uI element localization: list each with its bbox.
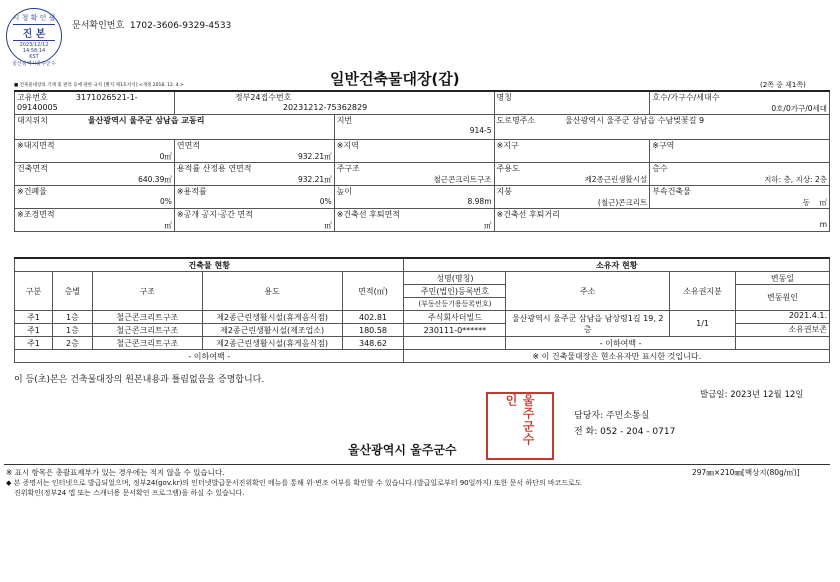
table-row: (부동산등기용등록번호) [15,298,830,311]
table-row: 주1 1층 철근콘크리트구조 제2종근린생활시설(제조업소) 180.58 230111-0****** 소유권보존 [15,324,830,337]
table-row: 건축물 현황 소유자 현황 [15,258,830,272]
status-table [14,257,830,363]
seal-time: 14:58:14 [22,48,46,54]
divider [4,464,830,465]
table-row: 구분 층별 구조 용도 면적(㎡) 성명(명칭) 주소 소유권지분 변동일 [15,272,830,285]
seal-org: 울산광역시울주군수 [12,61,56,67]
table-row: 대지위치 울산광역시 울주군 삼남읍 교동리 지번 914-5 도로명주소 울산광역시 울주군 삼남읍 수남벚꽃길 9 [15,115,830,140]
seal-header: 시 청 확 인 필 [12,14,56,22]
table-row: 주1 2층 철근콘크리트구조 제2종근린생활시설(휴게음식점) 348.62 - 이하여백 - [15,337,830,350]
register-table [14,90,830,232]
table-row: - 이하여백 - ※ 이 건축물대장은 현소유자만 표시한 것입니다. [15,350,830,363]
table-row: 고유번호 3171026521-1-09140005 정부24접수번호 20231212-75362829 명칭 호수/가구수/세대수 0호/0가구/0세대 [15,91,830,115]
certify-text: 이 등(초)본은 건축물대장의 원본내용과 틀림없음을 증명합니다. [14,375,265,385]
doc-number: 문서확인번호 1702-3606-9329-4533 [72,21,232,31]
notice-line-2: 진위확인(정부24 앱 또는 스캐너용 문서확인 프로그램)을 하실 수 있습니다. [14,489,245,497]
seal-date: 2023/12/12 [19,42,49,48]
seal-mark: 진 본 [13,24,55,41]
footnote: ※ 표시 항목은 총괄표제부가 있는 경우에는 적지 않을 수 있습니다. [6,468,225,477]
official-seal: 울주군수인 [486,392,554,460]
table-row: 주민(법인)등록번호 변동원인 [15,285,830,298]
table-row: 주1 1층 철근콘크리트구조 제2종근린생활시설(휴게음식점) 402.81 주식회사더빌드 울산광역시 울주군 삼남읍 남상령1길 19, 2층 1/1 2021.4.1. [15,311,830,324]
table-row: ※조경면적 ㎡ ※공개 공지·공간 면적 ㎡ ※건축선 후퇴면적 ㎡ ※건축선 후퇴거리 m [15,209,830,232]
verification-seal [6,8,62,67]
contact-info [574,408,675,440]
table-row: ※건폐율 0% ※용적률 0% 높이 8.98m 지붕 (철근)콘크리트 부속건축물 동 ㎡ [15,186,830,209]
paper-spec: 297㎜×210㎜[백상지(80g/㎡)] [692,468,800,477]
table-row: ※대지면적 0㎡ 연면적 932.21㎡ ※지역 ※지구 ※구역 [15,140,830,163]
notice-line: ◆ 본 증명서는 인터넷으로 발급되었으며, 정부24(gov.kr)의 인터넷발급문서진위확인 메뉴를 통해 위·변조 여부를 확인할 수 있습니다.(발급일로부터 90일까지) 또한 문서 하단의 바코드로도 [6,479,582,487]
form-note: ■ 건축물대장의 기재 및 관리 등에 관한 규칙 [별지 제1호서식] <개정 2018. 12. 4.> [14,83,184,88]
contact-tel: 전 화: 052 - 204 - 0717 [574,427,676,437]
issuer-name: 울산광역시 울주군수 [348,443,457,457]
page-count: (2쪽 중 제1쪽) [760,81,806,89]
page-title: 일반건축물대장(갑) [330,70,460,88]
issue-date: 발급일: 2023년 12월 12일 [700,390,804,400]
table-row: 건축면적 640.39㎡ 용적률 산정용 연면적 932.21㎡ 주구조 철근콘크리트구조 주용도 제2종근린생활시설 층수 지하: 층, 지상: 2층 [15,163,830,186]
contact-dept: 담당자: 주민소통실 [574,411,650,421]
seal-tz: KST [29,54,39,60]
